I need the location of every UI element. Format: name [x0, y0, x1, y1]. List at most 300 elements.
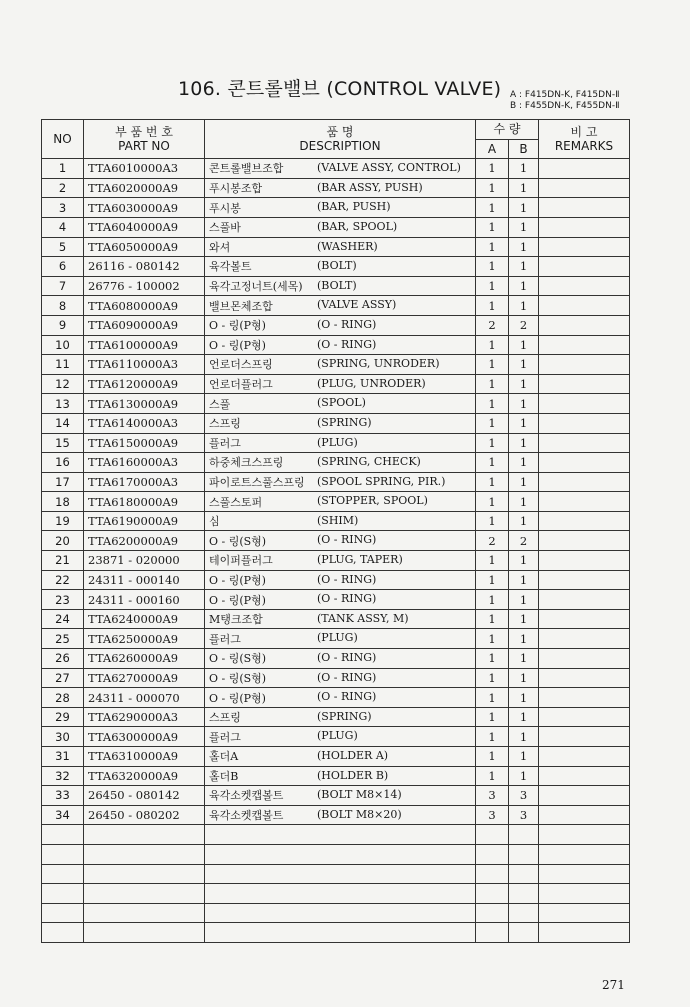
part-number: TTA6170000A3 [84, 472, 205, 492]
quantity-b: 2 [509, 531, 539, 551]
description-korean: O - 링(P형) [209, 593, 266, 607]
description [205, 413, 476, 433]
quantity-b: 1 [509, 178, 539, 198]
description-english: (BAR, PUSH) [317, 200, 391, 214]
row-number: 12 [42, 374, 84, 394]
remarks [539, 178, 630, 198]
description-english: (PLUG) [317, 729, 358, 743]
header-quantity: 수 량 [476, 120, 539, 140]
remarks [539, 825, 630, 845]
quantity-a: 1 [476, 276, 509, 296]
quantity-a: 1 [476, 688, 509, 708]
quantity-a: 1 [476, 472, 509, 492]
row-number: 16 [42, 453, 84, 473]
description-korean: 육각소켓캡볼트 [209, 809, 284, 823]
table-row [42, 551, 630, 571]
row-number: 10 [42, 335, 84, 355]
remarks [539, 296, 630, 316]
quantity-b: 1 [509, 237, 539, 257]
row-number: 18 [42, 492, 84, 512]
table-row [42, 747, 630, 767]
description-english: (BOLT) [317, 278, 357, 292]
description [205, 805, 476, 825]
description-english: (BAR ASSY, PUSH) [317, 180, 423, 194]
part-number: 26776 - 100002 [84, 276, 205, 296]
quantity-a: 1 [476, 649, 509, 669]
quantity-b: 1 [509, 453, 539, 473]
description-english: (SPOOL SPRING, PIR.) [317, 474, 446, 488]
remarks [539, 668, 630, 688]
header-qty-a: A [476, 139, 509, 159]
remarks [539, 315, 630, 335]
empty-row [42, 864, 630, 884]
header-remarks-ko: 비 고 [570, 125, 598, 140]
description-korean: O - 링(P형) [209, 573, 266, 587]
remarks [539, 844, 630, 864]
remarks [539, 570, 630, 590]
part-number: TTA6040000A9 [84, 217, 205, 237]
part-number: TTA6020000A9 [84, 178, 205, 198]
row-number: 3 [42, 198, 84, 218]
part-number: TTA6160000A3 [84, 453, 205, 473]
description-english: (HOLDER A) [317, 749, 389, 762]
part-number [84, 864, 205, 884]
description-korean: 테이퍼플러그 [209, 554, 273, 568]
empty-row [42, 923, 630, 943]
quantity-a: 1 [476, 159, 509, 179]
quantity-a [476, 884, 509, 904]
quantity-b [509, 923, 539, 943]
remarks [539, 747, 630, 767]
description [205, 159, 476, 179]
remarks [539, 649, 630, 669]
header-part-no-ko: 부 품 번 호 [115, 125, 173, 140]
header-part-no-en: PART NO [118, 139, 170, 154]
description-english: (PLUG) [317, 631, 358, 645]
description-korean: 심 [209, 515, 220, 529]
quantity-a: 1 [476, 570, 509, 590]
empty-row [42, 825, 630, 845]
remarks [539, 237, 630, 257]
quantity-a: 1 [476, 511, 509, 531]
description-korean: 밸브몬체조합 [209, 299, 273, 313]
remarks [539, 413, 630, 433]
table-row [42, 394, 630, 414]
remarks [539, 903, 630, 923]
quantity-b: 1 [509, 629, 539, 649]
quantity-b: 1 [509, 296, 539, 316]
table-row [42, 315, 630, 335]
header-remarks [539, 120, 630, 159]
description-korean: O - 링(P형) [209, 691, 266, 705]
quantity-a: 1 [476, 296, 509, 316]
remarks [539, 511, 630, 531]
part-number: TTA6120000A9 [84, 374, 205, 394]
quantity-a: 1 [476, 668, 509, 688]
description-korean: 언로더플러그 [209, 378, 273, 392]
quantity-a: 2 [476, 315, 509, 335]
row-number: 25 [42, 629, 84, 649]
remarks [539, 707, 630, 727]
description-english: (BOLT) [317, 259, 357, 273]
description-korean: 육각고정너트(세목) [209, 280, 303, 294]
description-korean: 와셔 [209, 240, 231, 254]
part-number: TTA6080000A9 [84, 296, 205, 316]
description [205, 727, 476, 747]
table-row [42, 296, 630, 316]
remarks [539, 766, 630, 786]
quantity-b [509, 864, 539, 884]
description [205, 864, 476, 884]
quantity-b: 1 [509, 727, 539, 747]
description-english: (O - RING) [317, 670, 377, 684]
part-number: TTA6320000A9 [84, 766, 205, 786]
quantity-b: 1 [509, 413, 539, 433]
header-qty-b: B [509, 139, 539, 159]
table-row [42, 668, 630, 688]
description-english: (SPRING, CHECK) [317, 455, 421, 469]
remarks [539, 688, 630, 708]
model-a-label: A : F415DN-K, F415DN-Ⅱ [510, 90, 620, 100]
description-korean: 푸시봉 [209, 201, 241, 215]
description [205, 531, 476, 551]
part-number: TTA6050000A9 [84, 237, 205, 257]
quantity-b: 1 [509, 551, 539, 571]
remarks [539, 257, 630, 277]
parts-table [41, 119, 630, 943]
description [205, 668, 476, 688]
row-number [42, 903, 84, 923]
quantity-b: 1 [509, 747, 539, 767]
part-number: TTA6140000A3 [84, 413, 205, 433]
part-number: TTA6290000A3 [84, 707, 205, 727]
quantity-b: 1 [509, 590, 539, 610]
quantity-b: 1 [509, 276, 539, 296]
description [205, 511, 476, 531]
row-number [42, 864, 84, 884]
description [205, 198, 476, 218]
description [205, 492, 476, 512]
description-english: (BAR, SPOOL) [317, 219, 398, 233]
row-number: 9 [42, 315, 84, 335]
part-number: 26116 - 080142 [84, 257, 205, 277]
header-description-ko: 품 명 [326, 125, 354, 140]
description-english: (O - RING) [317, 533, 377, 547]
parts-table-body [42, 159, 630, 943]
row-number [42, 844, 84, 864]
quantity-a: 1 [476, 551, 509, 571]
part-number: TTA6260000A9 [84, 649, 205, 669]
row-number: 26 [42, 649, 84, 669]
page-title: 106. 콘트롤밸브 (CONTROL VALVE) [178, 78, 502, 100]
remarks [539, 394, 630, 414]
row-number [42, 923, 84, 943]
description-english: (VALVE ASSY, CONTROL) [317, 161, 461, 175]
description [205, 355, 476, 375]
description-korean: 육각볼트 [209, 260, 252, 274]
description-english: (PLUG, UNRODER) [317, 376, 426, 390]
part-number: TTA6310000A9 [84, 747, 205, 767]
description [205, 649, 476, 669]
table-row [42, 257, 630, 277]
table-row [42, 805, 630, 825]
quantity-b: 1 [509, 570, 539, 590]
table-row [42, 629, 630, 649]
quantity-a: 1 [476, 257, 509, 277]
description-korean: 플러그 [209, 632, 241, 646]
description [205, 570, 476, 590]
part-number [84, 903, 205, 923]
quantity-a: 1 [476, 217, 509, 237]
quantity-a [476, 844, 509, 864]
quantity-a [476, 864, 509, 884]
description-korean: O - 링(S형) [209, 534, 267, 548]
remarks [539, 433, 630, 453]
row-number [42, 825, 84, 845]
table-row [42, 531, 630, 551]
description-korean: 푸시봉조합 [209, 182, 263, 196]
quantity-a: 1 [476, 590, 509, 610]
remarks [539, 531, 630, 551]
table-row [42, 178, 630, 198]
table-row [42, 649, 630, 669]
row-number: 21 [42, 551, 84, 571]
table-row [42, 355, 630, 375]
quantity-b: 1 [509, 355, 539, 375]
part-number: TTA6110000A3 [84, 355, 205, 375]
remarks [539, 727, 630, 747]
description [205, 472, 476, 492]
quantity-a: 1 [476, 335, 509, 355]
part-number: 24311 - 000160 [84, 590, 205, 610]
part-number: 26450 - 080142 [84, 786, 205, 806]
quantity-a: 1 [476, 433, 509, 453]
description-english: (O - RING) [317, 572, 377, 586]
description-korean: 스프링 [209, 417, 241, 431]
remarks [539, 805, 630, 825]
description-korean: 홀더A [209, 750, 239, 764]
quantity-b: 1 [509, 257, 539, 277]
description-english: (SPRING) [317, 709, 372, 723]
description-korean: 스프링 [209, 711, 241, 725]
quantity-b [509, 903, 539, 923]
description-korean: 플러그 [209, 436, 241, 450]
row-number: 32 [42, 766, 84, 786]
quantity-a: 1 [476, 453, 509, 473]
table-row [42, 727, 630, 747]
row-number: 17 [42, 472, 84, 492]
row-number [42, 884, 84, 904]
description [205, 296, 476, 316]
row-number: 7 [42, 276, 84, 296]
description [205, 551, 476, 571]
description-korean: M탱크조합 [209, 613, 263, 627]
remarks [539, 492, 630, 512]
row-number: 24 [42, 609, 84, 629]
table-row [42, 786, 630, 806]
description [205, 374, 476, 394]
quantity-b: 1 [509, 217, 539, 237]
remarks [539, 864, 630, 884]
description-korean: 하중체크스프링 [209, 456, 284, 470]
remarks [539, 629, 630, 649]
quantity-b: 1 [509, 707, 539, 727]
row-number: 11 [42, 355, 84, 375]
header-remarks-en: REMARKS [554, 139, 614, 154]
quantity-b [509, 844, 539, 864]
table-row [42, 511, 630, 531]
row-number: 22 [42, 570, 84, 590]
table-row [42, 766, 630, 786]
description-korean: 스풀스토퍼 [209, 495, 263, 509]
description [205, 903, 476, 923]
description [205, 433, 476, 453]
description-english: (O - RING) [317, 690, 377, 704]
part-number: TTA6030000A9 [84, 198, 205, 218]
description-korean: 플러그 [209, 730, 241, 744]
header-description-en: DESCRIPTION [299, 139, 381, 154]
quantity-a: 1 [476, 609, 509, 629]
description-korean: 홀더B [209, 769, 239, 783]
model-legend [510, 90, 620, 112]
quantity-b: 1 [509, 609, 539, 629]
quantity-b: 1 [509, 649, 539, 669]
description-korean: 파이로트스풀스프링 [209, 475, 305, 489]
description [205, 707, 476, 727]
part-number: TTA6300000A9 [84, 727, 205, 747]
page-number: 271 [602, 978, 625, 992]
description [205, 688, 476, 708]
table-row [42, 335, 630, 355]
quantity-b: 3 [509, 805, 539, 825]
empty-row [42, 903, 630, 923]
part-number: TTA6250000A9 [84, 629, 205, 649]
quantity-a: 1 [476, 198, 509, 218]
row-number: 34 [42, 805, 84, 825]
description-korean: 콘트롤밸브조합 [209, 162, 284, 176]
part-number: TTA6240000A9 [84, 609, 205, 629]
row-number: 2 [42, 178, 84, 198]
quantity-a: 3 [476, 805, 509, 825]
part-number: 24311 - 000070 [84, 688, 205, 708]
description [205, 825, 476, 845]
quantity-a: 1 [476, 629, 509, 649]
table-row [42, 590, 630, 610]
row-number: 29 [42, 707, 84, 727]
table-row [42, 433, 630, 453]
description-korean: 언로더스프링 [209, 358, 273, 372]
description-english: (O - RING) [317, 651, 377, 665]
quantity-a [476, 825, 509, 845]
part-number: 24311 - 000140 [84, 570, 205, 590]
description-english: (SPRING, UNRODER) [317, 357, 440, 371]
quantity-a: 1 [476, 237, 509, 257]
empty-row [42, 884, 630, 904]
description-english: (O - RING) [317, 337, 377, 351]
description-korean: O - 링(P형) [209, 338, 266, 352]
quantity-b: 1 [509, 511, 539, 531]
table-row [42, 276, 630, 296]
quantity-b: 1 [509, 766, 539, 786]
description-english: (O - RING) [317, 317, 377, 331]
row-number: 19 [42, 511, 84, 531]
row-number: 33 [42, 786, 84, 806]
row-number: 15 [42, 433, 84, 453]
quantity-a: 1 [476, 355, 509, 375]
description-english: (BOLT M8×20) [317, 807, 402, 821]
row-number: 20 [42, 531, 84, 551]
quantity-b [509, 825, 539, 845]
quantity-a [476, 923, 509, 943]
remarks [539, 884, 630, 904]
quantity-b: 2 [509, 315, 539, 335]
description [205, 178, 476, 198]
description-english: (VALVE ASSY) [317, 298, 397, 312]
model-b-label: B : F455DN-K, F455DN-Ⅱ [510, 101, 620, 111]
description-english: (BOLT M8×14) [317, 788, 402, 802]
description-english: (SHIM) [317, 513, 359, 527]
table-row [42, 159, 630, 179]
part-number: 23871 - 020000 [84, 551, 205, 571]
description [205, 237, 476, 257]
description [205, 844, 476, 864]
table-row [42, 688, 630, 708]
part-number: TTA6150000A9 [84, 433, 205, 453]
description [205, 335, 476, 355]
part-number [84, 923, 205, 943]
remarks [539, 472, 630, 492]
quantity-b: 1 [509, 433, 539, 453]
quantity-b: 3 [509, 786, 539, 806]
row-number: 8 [42, 296, 84, 316]
part-number: TTA6100000A9 [84, 335, 205, 355]
quantity-a: 1 [476, 394, 509, 414]
remarks [539, 374, 630, 394]
description [205, 609, 476, 629]
row-number: 1 [42, 159, 84, 179]
remarks [539, 335, 630, 355]
quantity-a: 1 [476, 413, 509, 433]
part-number: TTA6270000A9 [84, 668, 205, 688]
part-number: 26450 - 080202 [84, 805, 205, 825]
row-number: 5 [42, 237, 84, 257]
part-number: TTA6130000A9 [84, 394, 205, 414]
description-korean: 스풀 [209, 397, 231, 411]
description-korean: O - 링(S형) [209, 652, 267, 666]
part-number: TTA6200000A9 [84, 531, 205, 551]
table-row [42, 472, 630, 492]
quantity-a [476, 903, 509, 923]
part-number: TTA6190000A9 [84, 511, 205, 531]
description-english: (PLUG, TAPER) [317, 553, 403, 567]
remarks [539, 786, 630, 806]
remarks [539, 453, 630, 473]
quantity-a: 1 [476, 707, 509, 727]
quantity-a: 1 [476, 492, 509, 512]
description-english: (PLUG) [317, 435, 358, 449]
row-number: 6 [42, 257, 84, 277]
remarks [539, 276, 630, 296]
row-number: 27 [42, 668, 84, 688]
description-korean: 육각소켓캡볼트 [209, 789, 284, 803]
description [205, 590, 476, 610]
table-row [42, 413, 630, 433]
part-number: TTA6180000A9 [84, 492, 205, 512]
description [205, 257, 476, 277]
description-korean: 스풀바 [209, 221, 241, 235]
quantity-b: 1 [509, 394, 539, 414]
table-row [42, 492, 630, 512]
